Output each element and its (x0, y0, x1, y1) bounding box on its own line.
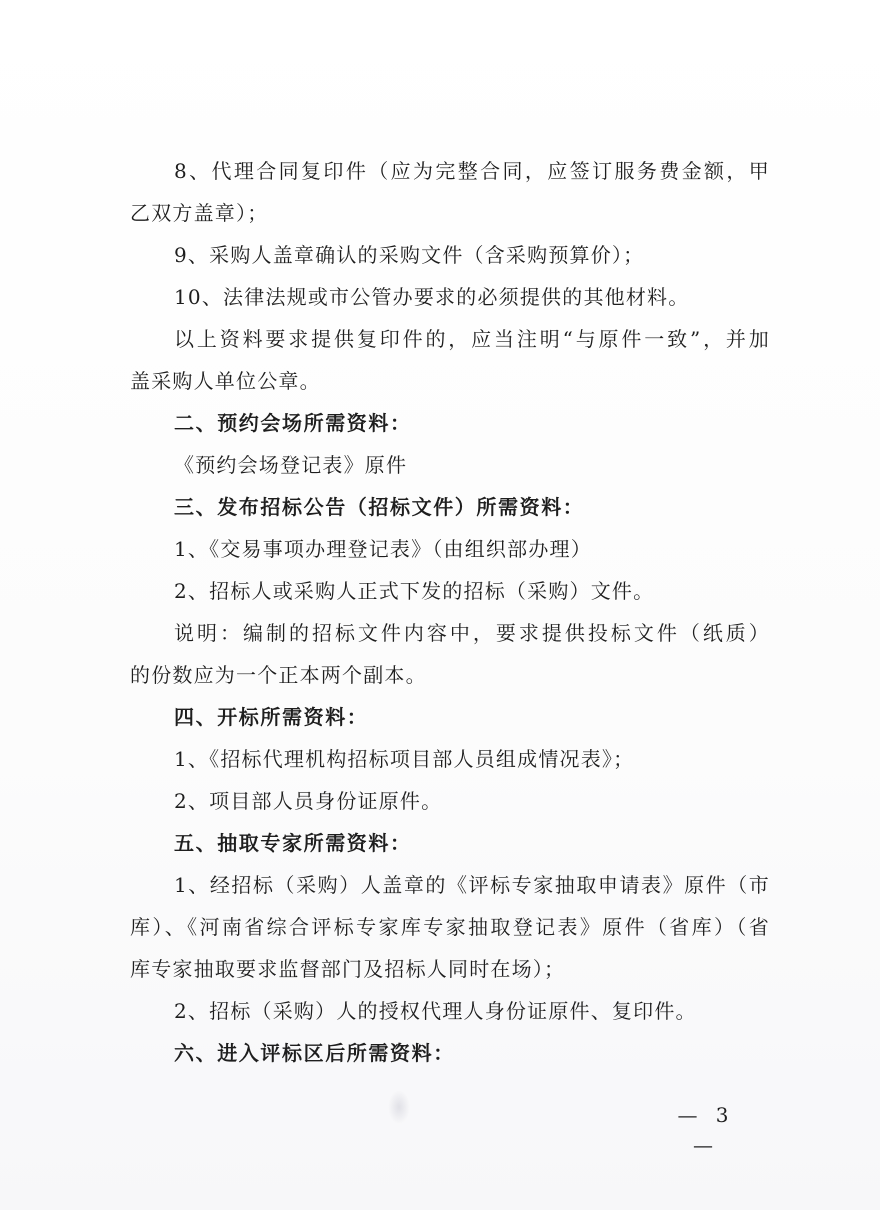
section-heading: 五、抽取专家所需资料： (174, 831, 412, 855)
text-line: 1、经招标（采购）人盖章的《评标专家抽取申请表》原件（市 (174, 873, 770, 897)
text-line: 1、《招标代理机构招标项目部人员组成情况表》； (174, 747, 635, 771)
text-line: 2、项目部人员身份证原件。 (174, 789, 443, 813)
text-line: 说明：编制的招标文件内容中，要求提供投标文件（纸质） (174, 621, 770, 645)
text-line: 1、《交易事项办理登记表》（由组织部办理） (174, 537, 592, 561)
text-line: 库专家抽取要求监督部门及招标人同时在场）； (130, 957, 566, 981)
text-line: 9、采购人盖章确认的采购文件（含采购预算价）； (174, 243, 645, 267)
section-heading: 四、开标所需资料： (174, 705, 369, 729)
text-line: 盖采购人单位公章。 (130, 369, 321, 393)
section-heading: 六、进入评标区后所需资料： (174, 1041, 455, 1065)
text-line: 以上资料要求提供复印件的，应当注明“与原件一致”，并加 (174, 327, 770, 351)
section-heading: 三、发布招标公告（招标文件）所需资料： (174, 495, 585, 519)
text-line: 《预约会场登记表》原件 (174, 453, 408, 477)
section-heading: 二、预约会场所需资料： (174, 411, 412, 435)
text-line: 库）、《河南省综合评标专家库专家抽取登记表》原件（省库）（省 (130, 915, 770, 939)
text-line: 乙双方盖章）； (130, 201, 269, 225)
text-line: 2、招标人或采购人正式下发的招标（采购）文件。 (174, 579, 655, 603)
scan-smudge (388, 1090, 410, 1124)
document-body (130, 150, 770, 1074)
text-line: 8、代理合同复印件（应为完整合同，应签订服务费金额，甲 (174, 159, 770, 183)
page-number: — 3 — (677, 1103, 735, 1157)
text-line: 2、招标（采购）人的授权代理人身份证原件、复印件。 (174, 999, 697, 1023)
text-line: 的份数应为一个正本两个副本。 (130, 663, 427, 687)
text-line: 10、法律法规或市公管办要求的必须提供的其他材料。 (174, 285, 690, 309)
